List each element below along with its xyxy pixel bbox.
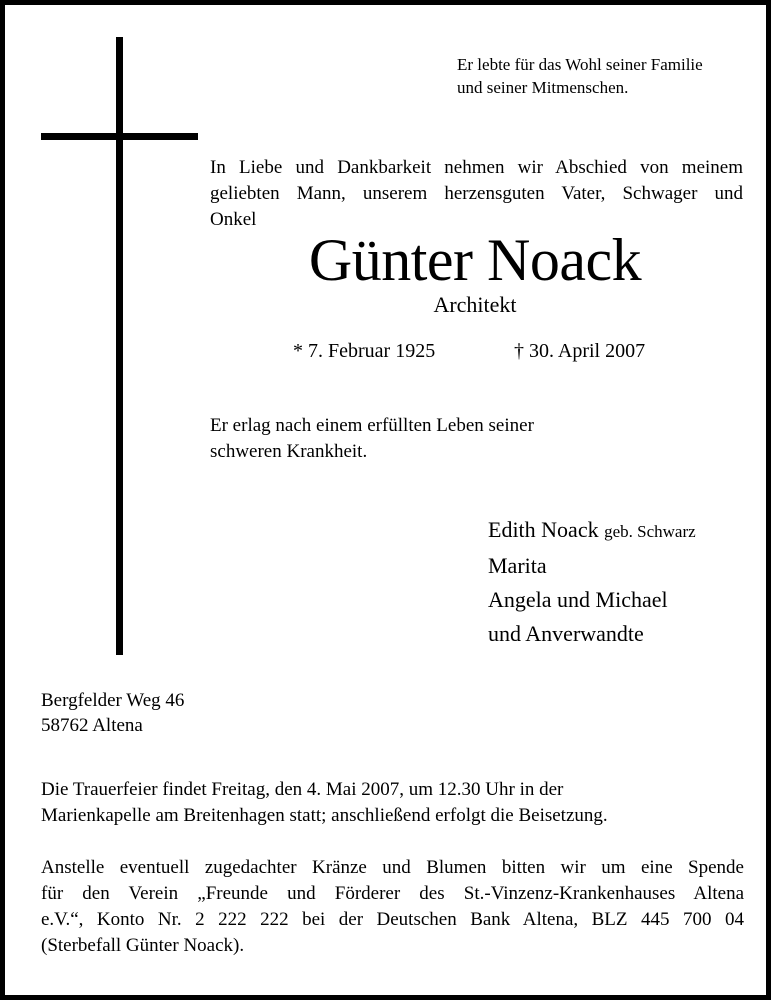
donation-line: (Sterbefall Günter Noack). xyxy=(41,935,245,956)
family-address xyxy=(41,688,341,738)
donation-line: Anstelle eventuell zugedachter Kränze und Blumen bitten wir um eine Spende xyxy=(41,857,744,878)
death-text-line: Er erlag nach einem erfüllten Leben seiner xyxy=(210,415,534,436)
mourner-name: Edith Noack xyxy=(488,517,599,542)
death-date: † 30. April 2007 xyxy=(514,340,646,362)
deceased-name: Günter Noack xyxy=(308,227,642,293)
donation-line: für den Verein „Freunde und Förderer des St.-Vinzenz-Krankenhauses Altena xyxy=(41,883,744,904)
death-text-line: schweren Krankheit. xyxy=(210,441,368,462)
motto-text xyxy=(457,53,757,99)
mourner-entry: Marita xyxy=(488,553,547,578)
deceased-profession: Architekt xyxy=(433,292,517,317)
motto-line: und seiner Mitmenschen. xyxy=(457,78,629,97)
cross-horizontal-bar xyxy=(41,133,198,140)
mourners-list xyxy=(488,513,768,651)
address-city: 58762 Altena xyxy=(41,715,143,736)
funeral-line: Die Trauerfeier findet Freitag, den 4. Mai 2007, um 12.30 Uhr in der xyxy=(41,779,564,800)
address-street: Bergfelder Weg 46 xyxy=(41,690,185,711)
maiden-name-note: geb. Schwarz xyxy=(604,522,696,541)
birth-date: * 7. Februar 1925 xyxy=(293,340,436,362)
mourner-entry: und Anverwandte xyxy=(488,621,644,646)
funeral-info xyxy=(41,777,741,829)
mourner-entry xyxy=(488,513,768,549)
mourner-entry: Angela und Michael xyxy=(488,587,668,612)
intro-paragraph xyxy=(210,155,743,233)
donation-line: e.V.“, Konto Nr. 2 222 222 bei der Deutschen Bank Altena, BLZ 445 700 04 xyxy=(41,909,744,930)
intro-line: geliebten Mann, unserem herzensguten Vater, Schwager und xyxy=(210,183,743,204)
motto-line: Er lebte für das Wohl seiner Familie xyxy=(457,55,703,74)
intro-line: Onkel xyxy=(210,209,257,230)
intro-line: In Liebe und Dankbarkeit nehmen wir Abschied von meinem xyxy=(210,157,743,178)
cross-vertical-bar xyxy=(116,37,123,655)
death-text xyxy=(210,413,640,465)
funeral-line: Marienkapelle am Breitenhagen statt; anschließend erfolgt die Beisetzung. xyxy=(41,805,608,826)
donation-info xyxy=(41,855,744,959)
